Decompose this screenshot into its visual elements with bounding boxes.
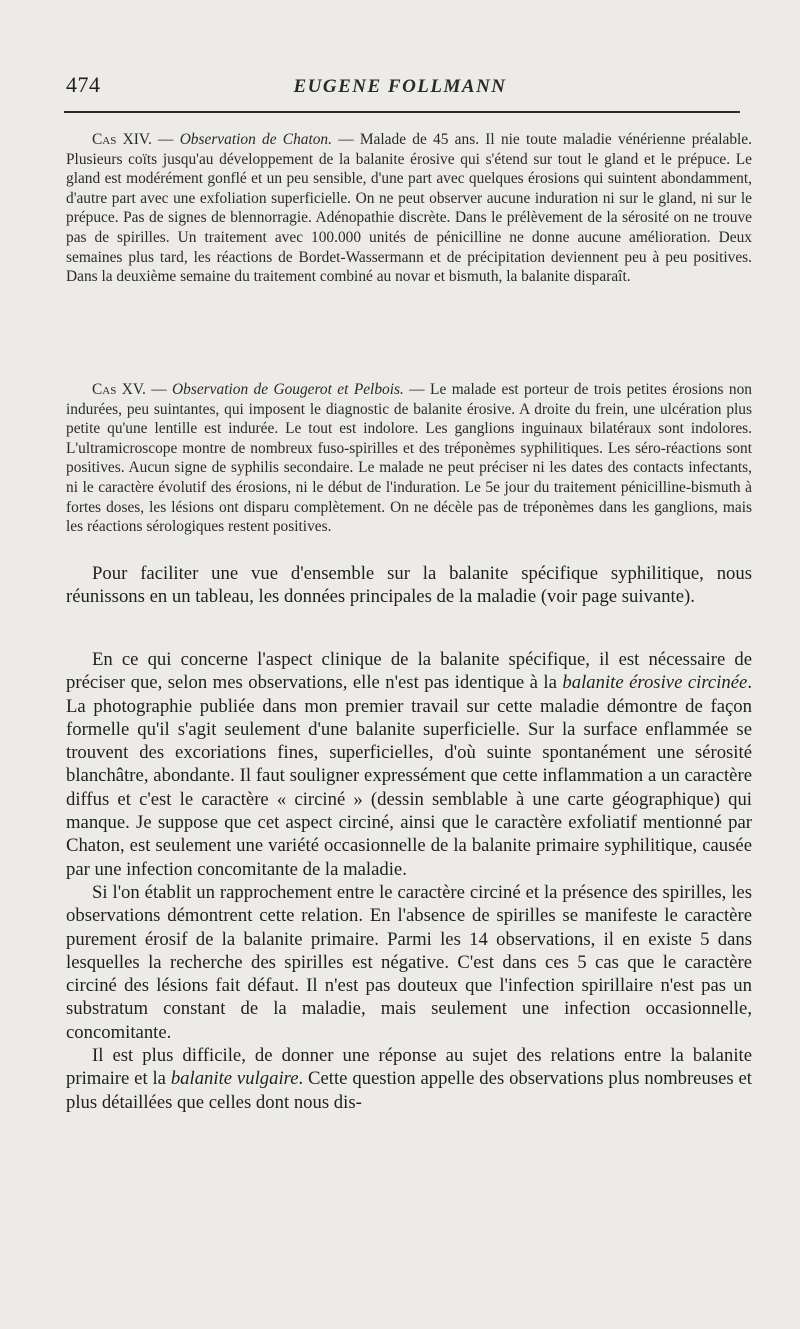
running-head: EUGENE FOLLMANN — [293, 76, 507, 97]
case-15-block — [66, 380, 752, 537]
discussion-p3-text-b: . Cette question appelle des observations plus nombreuses et plus détaillées que celles dont nous dis- — [66, 1068, 752, 1113]
header-rule — [64, 111, 740, 113]
case-14-label: Cas XIV. — [92, 131, 152, 148]
discussion-paragraph-3 — [66, 1044, 752, 1114]
case-15-paragraph — [66, 380, 752, 537]
case-14-title: Observation de Chaton. — [179, 131, 332, 148]
case-15-label: Cas XV. — [92, 381, 146, 398]
discussion-p3-emphasis: balanite vulgaire — [170, 1068, 299, 1090]
intro-paragraph: Pour faciliter une vue d'ensemble sur la balanite spécifique syphilitique, nous réunissons en un tableau, les données principales de la maladie (voir page suivante). — [66, 563, 752, 608]
case-14-body: — Malade de 45 ans. Il nie toute maladie vénérienne préalable. Plusieurs coïts jusqu'au développement de la balanite érosive qui s'étend sur tout le gland et le prépuce. Le gland est modérément gonflé et un peu sensible, d'une part avec quelques érosions qui suintent abondamment, d'autre part avec une exfoliation superficielle. On ne peut observer aucune induration ni sur le gland, ni sur le prépuce. Pas de signes de blennorragie. Adénopathie discrète. Dans le prélèvement de la sérosité on ne trouve pas de spirilles. Un traitement avec 100.000 unités de pénicilline ne donne aucune amélioration. Deux semaines plus tard, les réactions de Bordet-Wassermann et de précipitation deviennent peu à peu positives. Dans la deuxième semaine du traitement combiné au novar et bismuth, la balanite disparaît. — [66, 131, 752, 286]
discussion-p1-emphasis: balanite érosive circinée — [562, 672, 748, 694]
case-15-dash: — — [145, 381, 173, 398]
case-14-paragraph — [66, 130, 752, 287]
discussion-p1-text-a: En ce qui concerne l'aspect clinique de la balanite spécifique, il est nécessaire de préciser que, selon mes observations, elle n'est pas identique à la — [66, 649, 752, 694]
case-14-dash: — — [151, 131, 180, 148]
case-15-title: Observation de Gougerot et Pelbois. — [172, 381, 404, 398]
discussion-block — [66, 648, 752, 1114]
discussion-p1-text-b: . La photographie publiée dans mon premier travail sur cette maladie démontre de façon formelle qu'il s'agit seulement d'une balanite superficielle. Sur la surface enflammée se trouvent des excoriations fines, superficielles, d'où suinte spontanément une sérosité blanchâtre, abondante. Il faut souligner expressément que cette inflammation a un caractère diffus et c'est le caractère « circiné » (dessin semblable à une carte géographique) qui manque. Je suppose que cet aspect circiné, ainsi que le caractère exfoliatif mentionné par Chaton, est seulement une variété occasionnelle de la balanite primaire syphilitique, causée par une infection concomitante de la maladie. — [66, 672, 752, 880]
case-14-block — [66, 130, 752, 287]
discussion-paragraph-1 — [66, 648, 752, 881]
discussion-paragraph-2: Si l'on établit un rapprochement entre le caractère circiné et la présence des spirilles, les observations démontrent cette relation. En l'absence de spirilles se manifeste le caractère purement érosif de la balanite primaire. Parmi les 14 observations, il en existe 5 dans lesquelles la recherche des spirilles est négative. C'est dans ces 5 cas que le caractère circiné des lésions fait défaut. Il n'est pas douteux que l'infection spirillaire n'est pas un substratum constant de la maladie, mais seulement une infection occasionnelle, concomitante. — [66, 881, 752, 1043]
case-15-body: — Le malade est porteur de trois petites érosions non indurées, peu suintantes, qui imposent le diagnostic de balanite érosive. A droite du frein, une ulcération plus petite qu'une lentille est indurée. Le tout est indolore. Les ganglions inguinaux bilatéraux sont indolores. L'ultramicroscope montre de nombreux fuso-spirilles et des tréponèmes syphilitiques. Les séro-réactions sont positives. Aucun signe de syphilis secondaire. Le malade ne peut préciser ni les dates des contacts infectants, ni le caractère évolutif des érosions, ni le début de l'induration. Le 5e jour du traitement pénicilline-bismuth à fortes doses, les lésions ont disparu complètement. On ne décèle pas de tréponèmes dans les ganglions, mais les réactions sérologiques restent positives. — [66, 381, 752, 536]
page-number: 474 — [66, 72, 101, 97]
intro-block — [66, 562, 752, 609]
discussion-p3-text-a: Il est plus difficile, de donner une réponse au sujet des relations entre la balanite primaire et la — [66, 1045, 752, 1090]
